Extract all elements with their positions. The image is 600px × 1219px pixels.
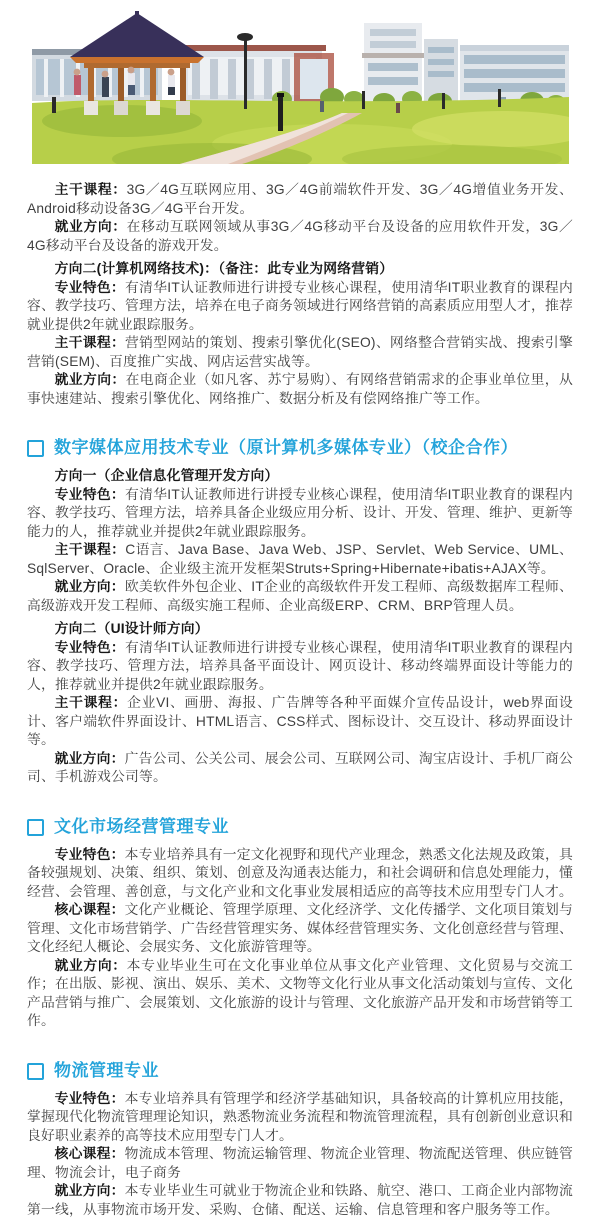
body-paragraph	[27, 578, 573, 615]
body-paragraph	[27, 218, 573, 255]
paragraph-text: 本专业培养具有一定文化视野和现代产业理念，熟悉文化法规及政策，具备较强规划、决策、组织、策划、创意及沟通表达能力，和社会调研和信息处理能力，懂经营、会管理、善创意，与文化产业和文化事业发展相适应的高等技术应用型专门人才。	[27, 846, 573, 899]
paragraph-text: 有清华IT认证教师进行讲授专业核心课程，使用清华IT职业教育的课程内容、教学技巧、管理方法，培养具备企业级应用分析、设计、开发、管理、维护、更新等能力的人，推荐就业并提供2年就业跟踪服务。	[27, 486, 574, 539]
building-center	[178, 45, 334, 103]
checkbox-icon	[27, 440, 44, 457]
major-title: 数字媒体应用技术专业（原计算机多媒体专业）（校企合作）	[54, 438, 518, 457]
paragraph-text: 本专业毕业生可在文化事业单位从事文化产业管理、文化贸易与交流工作；在出版、影视、演出、娱乐、美术、文物等文化行业从事文化活动策划与宣传、文化产品营销与推广、会展策划、文化旅游的设计与管理、文化旅游产品开发和市场营销等工作。	[27, 957, 573, 1028]
brochure-content	[0, 164, 600, 1219]
campus-photo-illustration	[32, 9, 569, 164]
paragraph-label: 主干课程：	[54, 695, 128, 710]
paragraph-label: 专业特色：	[54, 279, 126, 295]
direction-subheading: 方向一（企业信息化管理开发方向）	[54, 468, 279, 483]
paragraph-text: 本专业毕业生可就业于物流企业和铁路、航空、港口、工商企业内部物流第一线，从事物流市场开发、采购、仓储、配送、运输、信息管理和客户服务等工作。	[27, 1183, 573, 1217]
paragraph-text: 在移动互联网领域从事3G／4G移动平台及设备的应用软件开发，3G／4G移动平台及设备的游戏开发。	[27, 219, 573, 253]
paragraph-label: 就业方向：	[54, 957, 127, 973]
paragraph-label: 专业特色：	[54, 1090, 125, 1106]
paragraph-text: 营销型网站的策划、搜索引擎优化(SEO)、网络整合营销实战、搜索引擎营销(SEM)、百度推广实战、网店运营实战等。	[27, 335, 573, 369]
body-paragraph	[27, 846, 573, 902]
paragraph-text: 欧美软件外包企业、IT企业的高级软件开发工程师、高级数据库工程师、高级游戏开发工程师、高级实施工程师、企业高级ERP、CRM、BRP管理人员。	[27, 579, 574, 613]
paragraph-text: 3G／4G互联网应用、3G／4G前端软件开发、3G／4G增值业务开发、Android移动设备3G／4G平台开发。	[27, 182, 573, 216]
paragraph-label: 主干课程：	[54, 542, 126, 557]
body-paragraph	[27, 279, 573, 335]
photo-text-gap	[27, 164, 573, 181]
body-paragraph	[27, 181, 573, 218]
paragraph-label: 就业方向：	[54, 579, 125, 594]
paragraph-text: 有清华IT认证教师进行讲授专业核心课程，使用清华IT职业教育的课程内容、教学技巧、管理方法，培养在电子商务领域进行网络营销的高素质应用型人才，推荐就业提供2年就业跟踪服务。	[27, 279, 574, 332]
body-paragraph	[27, 1090, 573, 1146]
paragraph-label: 就业方向：	[54, 1183, 125, 1198]
paragraph-label: 核心课程：	[54, 1146, 125, 1161]
major-header	[27, 436, 573, 460]
paragraph-label: 就业方向：	[54, 372, 126, 387]
paragraph-label: 就业方向：	[54, 219, 127, 234]
checkbox-icon	[27, 819, 44, 836]
paragraph-text: 本专业培养具有管理学和经济学基础知识，具备较高的计算机应用技能，掌握现代化物流管理理论知识，熟悉物流业务流程和物流管理流程，具有创新创业意识和良好职业素养的高等技术应用型专门人才。	[27, 1090, 573, 1143]
paragraph-label: 主干课程：	[54, 335, 126, 350]
body-paragraph	[27, 750, 573, 787]
paragraph-text: 广告公司、公关公司、展会公司、互联网公司、淘宝店设计、手机厂商公司、手机游戏公司等。	[27, 750, 573, 784]
paragraph-text: 有清华IT认证教师进行讲授专业核心课程，使用清华IT职业教育的课程内容、教学技巧、管理方法，培养具备平面设计、网页设计、移动终端界面设计等能力的人，推荐就业并提供2年就业跟踪服务。	[27, 639, 574, 692]
body-paragraph	[27, 541, 573, 578]
direction-subheading: 方向二(计算机网络技术)：（备注：此专业为网络营销）	[54, 261, 394, 276]
body-paragraph	[27, 957, 573, 1031]
paragraph-label: 核心课程：	[54, 902, 125, 917]
paragraph-label: 专业特色：	[54, 486, 126, 502]
paragraph-text: 在电商企业（如凡客、苏宁易购）、有网络营销需求的企事业单位里，从事快速建站、搜索引擎优化、网络推广、数据分析及有偿网络推广等工作。	[27, 372, 573, 406]
paragraph-text: C语言、Java Base、Java Web、JSP、Servlet、Web Service、UML、SqlServer、Oracle、企业级主流开发框架Struts+Spring+Hibernate+ibatis+AJAX等。	[27, 542, 573, 576]
checkbox-icon	[27, 1063, 44, 1080]
text-blocks	[27, 181, 573, 1219]
body-paragraph	[27, 694, 573, 750]
major-header	[27, 815, 573, 839]
major-title: 文化市场经营管理专业	[54, 816, 229, 836]
major-header	[27, 1059, 573, 1083]
paragraph-text: 企业VI、画册、海报、广告牌等各种平面媒介宣传品设计，web界面设计、客户端软件界面设计、HTML语言、CSS样式、图标设计、交互设计、移动界面设计等。	[27, 695, 573, 747]
paragraph-label: 专业特色：	[54, 846, 125, 862]
body-paragraph	[27, 1182, 573, 1219]
body-paragraph	[27, 639, 573, 695]
body-paragraph	[27, 486, 573, 542]
major-title: 物流管理专业	[54, 1060, 159, 1080]
paragraph-label: 主干课程：	[54, 182, 127, 197]
campus-photo	[32, 9, 569, 164]
body-paragraph	[27, 371, 573, 408]
body-paragraph	[27, 901, 573, 957]
paragraph-label: 就业方向：	[54, 750, 125, 766]
paragraph-label: 专业特色：	[54, 639, 126, 655]
body-paragraph	[27, 334, 573, 371]
paragraph-text: 物流成本管理、物流运输管理、物流企业管理、物流配送管理、供应链管理、物流会计，电子商务	[27, 1146, 573, 1180]
direction-subheading: 方向二（UI设计师方向）	[54, 621, 209, 636]
body-paragraph	[27, 1145, 573, 1182]
paragraph-text: 文化产业概论、管理学原理、文化经济学、文化传播学、文化项目策划与管理、文化市场营销学、广告经营管理实务、媒体经营管理实务、文化创意经营与管理、文化经纪人概论、会展实务、文化旅游管理等。	[27, 902, 573, 954]
